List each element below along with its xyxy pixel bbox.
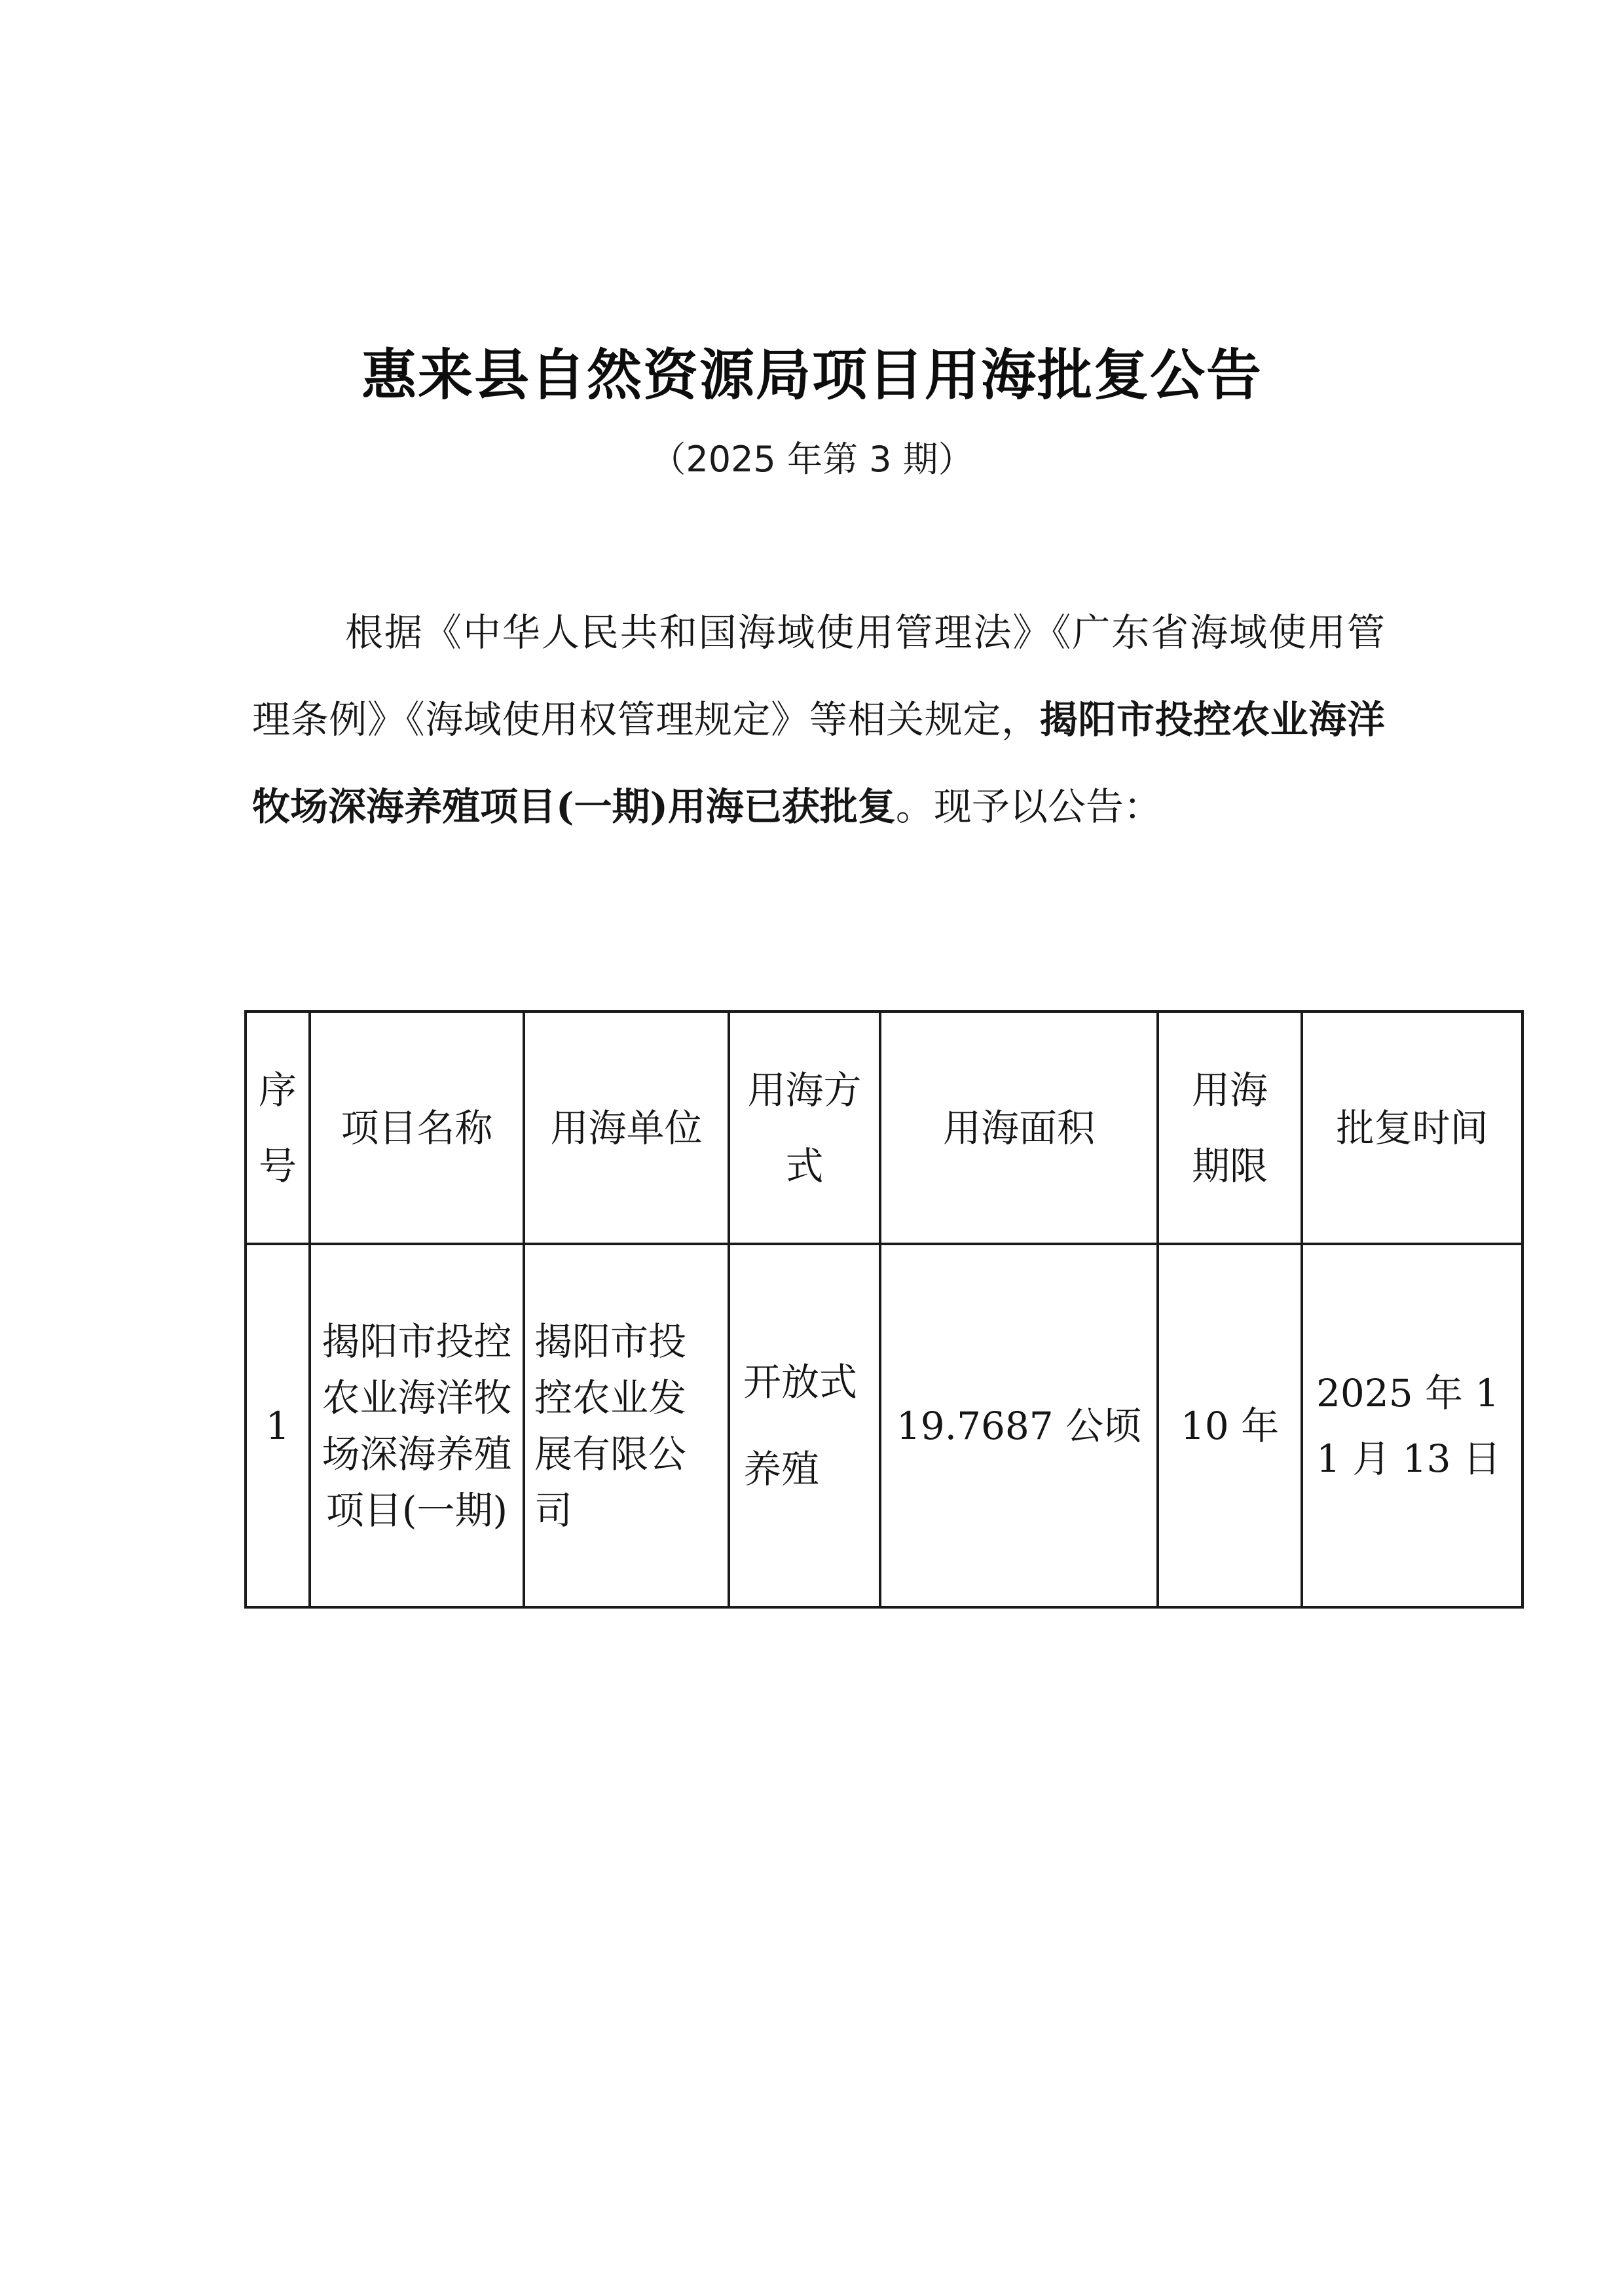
- document-issue-number: （2025 年第 3 期）: [650, 439, 974, 480]
- paragraph-text-part1: 根据《中华人民共和国海域使用管理法》《广东省海域使用管理条例》《海域使用权管理规定》等相关规定，: [252, 610, 1385, 742]
- header-area: 用海面积: [880, 1011, 1158, 1244]
- cell-area: 19.7687 公顷: [880, 1244, 1158, 1607]
- header-method: 用海方式: [729, 1011, 880, 1244]
- cell-unit: 揭阳市投控农业发展有限公司: [524, 1244, 729, 1607]
- document-title: 惠来县自然资源局项目用海批复公告: [361, 343, 1263, 407]
- approval-table: [244, 1010, 1524, 1609]
- cell-project-name: 揭阳市投控农业海洋牧场深海养殖项目(一期): [310, 1244, 524, 1607]
- table-header-row: [246, 1011, 1522, 1244]
- header-approval-time: 批复时间: [1302, 1011, 1522, 1244]
- paragraph-text-part3: 。现予以公告：: [895, 784, 1162, 829]
- table-row: [246, 1244, 1522, 1607]
- cell-method: 开放式养殖: [729, 1244, 880, 1607]
- header-term: 用海期限: [1158, 1011, 1302, 1244]
- header-seq: 序号: [246, 1011, 310, 1244]
- cell-seq: 1: [246, 1244, 310, 1607]
- announcement-paragraph: [252, 589, 1385, 850]
- paragraph-text-bold: 揭阳市投控农业海洋牧场深海养殖项目(一期)用海已获批复: [252, 697, 1385, 829]
- header-unit: 用海单位: [524, 1011, 729, 1244]
- header-project-name: 项目名称: [310, 1011, 524, 1244]
- cell-term: 10 年: [1158, 1244, 1302, 1607]
- cell-approval-time: 2025 年 11 月 13 日: [1302, 1244, 1522, 1607]
